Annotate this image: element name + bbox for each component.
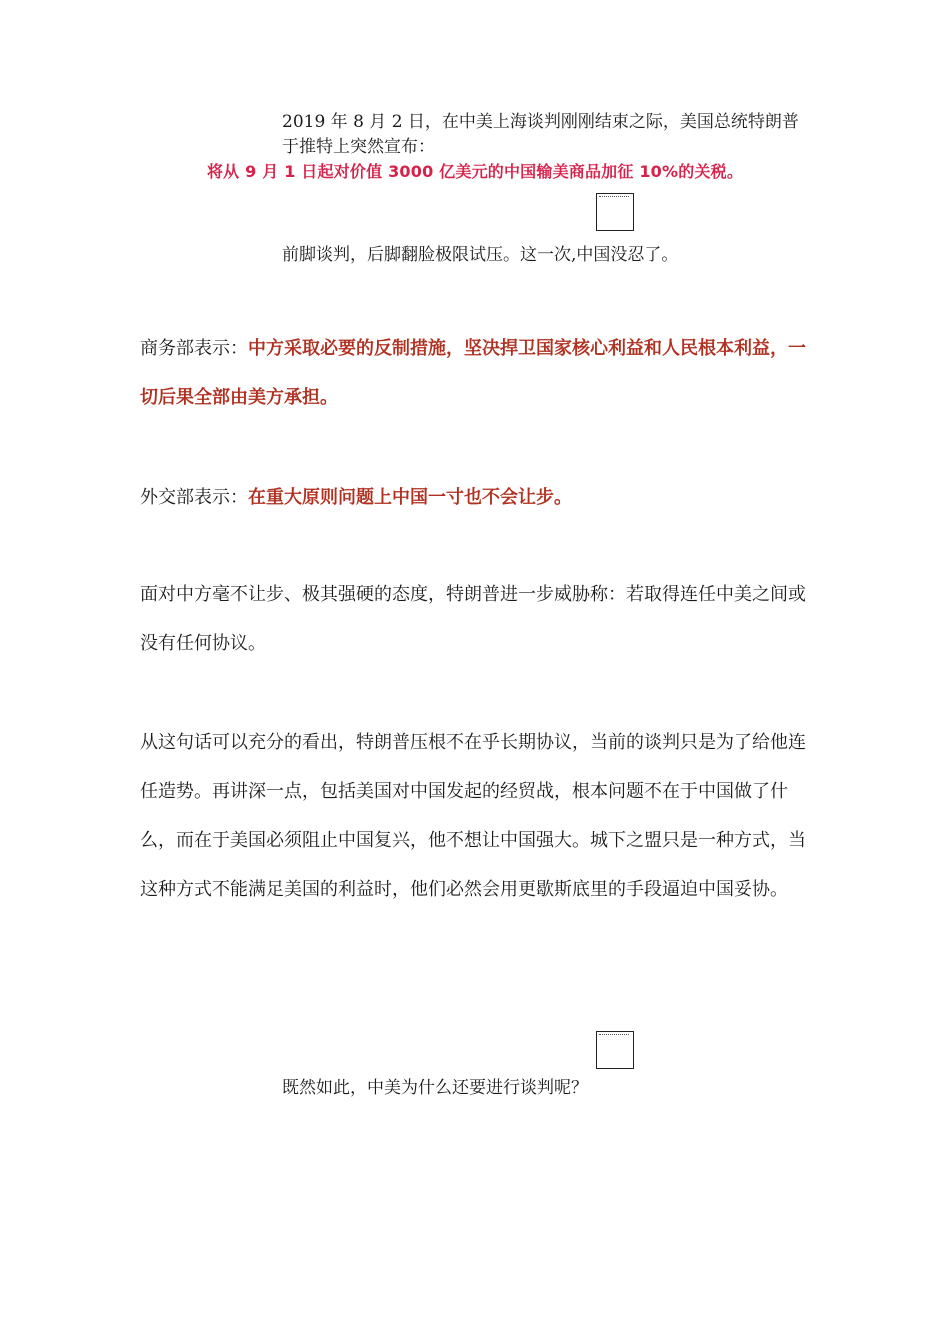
foreign-ministry-paragraph — [140, 473, 812, 522]
analysis-paragraph: 从这句话可以充分的看出，特朗普压根不在乎长期协议，当前的谈判只是为了给他连任造势。再讲深一点，包括美国对中国发起的经贸战，根本问题不在于中国做了什么，而在于美国必须阻止中国复兴，他不想让中国强大。城下之盟只是一种方式，当这种方式不能满足美国的利益时，他们必然会用更歇斯底里的手段逼迫中国妥协。 — [140, 732, 806, 900]
caption-question: 既然如此，中美为什么还要进行谈判呢？ — [282, 1078, 588, 1098]
intro-paragraph: 2019 年 8 月 2 日，在中美上海谈判刚刚结束之际，美国总统特朗普于推特上突然宣布： — [282, 112, 799, 157]
trump-threat-paragraph: 面对中方毫不让步、极其强硬的态度，特朗普进一步威胁称：若取得连任中美之间或没有任何协议。 — [140, 584, 806, 654]
foreign-speaker: 外交部表示： — [140, 487, 248, 508]
commerce-quote: 中方采取必要的反制措施，坚决捍卫国家核心利益和人民根本利益，一切后果全部由美方承担。 — [140, 338, 806, 408]
image-placeholder-icon — [596, 193, 634, 231]
headline-announcement: 将从 9 月 1 日起对价值 3000 亿美元的中国输美商品加征 10%的关税。 — [206, 162, 744, 181]
commerce-ministry-paragraph — [140, 324, 812, 422]
commerce-speaker: 商务部表示： — [140, 338, 248, 359]
image-placeholder-icon — [596, 1031, 634, 1069]
foreign-quote: 在重大原则问题上中国一寸也不会让步。 — [248, 487, 572, 508]
caption-negotiation: 前脚谈判，后脚翻脸极限试压。这一次,中国没忍了。 — [282, 245, 679, 265]
